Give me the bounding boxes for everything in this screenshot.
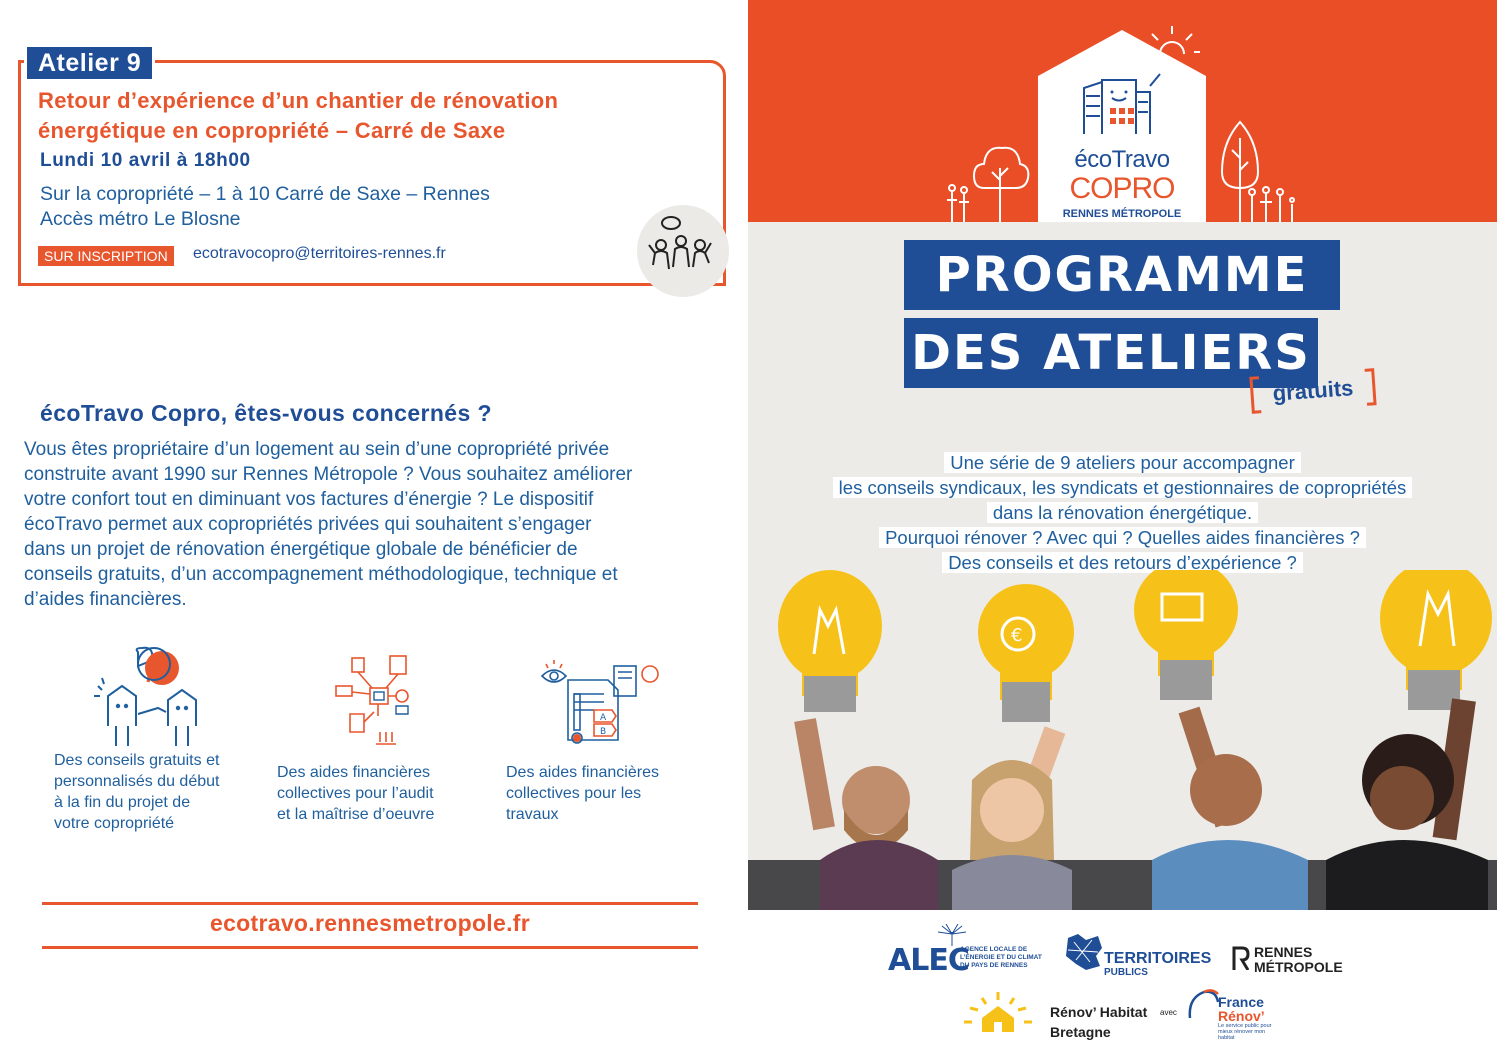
feature-line: collectives pour l’audit [277,785,434,802]
brand-copro: COPRO [1069,172,1175,205]
intro-line [748,525,1497,550]
territoires-logo: TERRITOIRES [1104,950,1212,967]
rennes-metropole-logo [1254,945,1343,975]
divider-top [42,902,698,905]
body-line: votre confort tout en diminuant vos factures d’énergie ? Le dispositif [24,489,594,510]
svg-text:B: B [600,727,607,737]
tree-left-icon [944,128,1044,222]
france-renov-house-icon [1186,988,1220,1022]
cover-panel [748,0,1497,910]
inscription-email-link[interactable]: ecotravocopro@territoires-rennes.fr [193,245,446,262]
programme-title-line2: DES ATELIERS [904,318,1318,388]
feature-line: collectives pour les [506,785,642,802]
brand-ecotravo: écoTravo [1074,146,1170,173]
feature-line: personnalisés du début [54,773,220,790]
rennes-metropole-line: RENNES [1254,944,1313,960]
bulb-icon [778,570,882,712]
logo-avec: avec [1160,1008,1177,1017]
feature-line: votre copropriété [54,815,175,832]
rennes-metropole-line: MÉTROPOLE [1254,959,1343,975]
intro-text: Une série de 9 ateliers pour accompagner [944,452,1301,473]
people-holding-bulbs-photo [748,570,1497,910]
france-renov-subtitle: Le service public pour mieux rénover mon habitat [1218,1023,1272,1041]
atelier-title [38,86,698,146]
territoires-logo-subtitle: PUBLICS [1104,967,1148,978]
atelier-place-line: Sur la copropriété – 1 à 10 Carré de Saxe – Rennes [40,183,490,205]
body-line: construite avant 1990 sur Rennes Métropole ? Vous souhaitez améliorer [24,464,633,485]
section-body [24,437,720,612]
intro-text: Des conseils et des retours d’expérience ? [942,552,1303,573]
feature-text [506,762,659,825]
section-title: écoTravo Copro, êtes-vous concernés ? [40,400,492,426]
france-renov-logo [1218,995,1265,1023]
atelier-place [40,182,490,232]
inscription-badge: SUR INSCRIPTION [38,246,174,266]
feature-line: et la maîtrise d’oeuvre [277,806,435,823]
brand-rennes-metropole: RENNES MÉTROPOLE [1062,208,1182,220]
renov-habitat-line: Rénov’ Habitat [1050,1004,1148,1020]
svg-text:€: € [1011,625,1023,646]
gratuits-text: gratuits [1271,375,1355,406]
website-link[interactable]: ecotravo.rennesmetropole.fr [210,910,530,936]
ecotravo-copro-logo [1038,30,1206,222]
body-line: d’aides financières. [24,589,187,610]
intro-text: dans la rénovation énergétique. [987,502,1258,523]
programme-title-line1: PROGRAMME [904,240,1340,310]
body-line: écoTravo permet aux copropriétés privées qui souhaitent s’engager [24,514,592,535]
feature-line: Des aides financières [506,764,659,781]
intro-line [748,500,1497,525]
atelier-tag: Atelier 9 [24,44,155,82]
energy-audit-icon [538,660,662,750]
atelier-date: Lundi 10 avril à 18h00 [40,150,251,171]
conversation-houses-icon [88,646,228,746]
intro-text: Pourquoi rénover ? Avec qui ? Quelles aides financières ? [879,527,1366,548]
gratuits-label [1249,368,1377,415]
alec-logo-subtitle: AGENCE LOCALE DE L’ÉNERGIE ET DU CLIMAT DU PAYS DE RENNES [960,946,1042,969]
france-renov-line: France [1218,994,1264,1010]
atelier-place-line: Accès métro Le Blosne [40,208,241,230]
renov-habitat-logo [1050,1002,1147,1042]
feature-line: à la fin du projet de [54,794,191,811]
feature-line: Des conseils gratuits et [54,752,220,769]
tree-right-icon [1214,118,1304,222]
financial-building-icon [330,652,420,752]
atelier-title-line: Retour d’expérience d’un chantier de rénovation [38,88,559,113]
svg-text:A: A [600,713,607,723]
group-discussion-icon [637,205,729,297]
intro-line [748,475,1497,500]
feature-text [277,762,434,825]
divider-bottom [42,946,698,949]
renov-habitat-line: Bretagne [1050,1024,1111,1040]
rennes-metropole-r-icon [1232,946,1250,970]
feature-line: travaux [506,806,559,823]
feature-text [54,750,219,834]
france-renov-line: Rénov’ [1218,1008,1265,1024]
intro-line [748,450,1497,475]
feature-line: Des aides financières [277,764,430,781]
renov-habitat-house-sun-icon [962,990,1034,1032]
territoires-map-icon [1064,932,1104,972]
body-line: dans un projet de rénovation énergétique globale de bénéficier de [24,539,578,560]
intro-text: les conseils syndicaux, les syndicats et gestionnaires de copropriétés [833,477,1413,498]
body-line: conseils gratuits, d’un accompagnement méthodologique, technique et [24,564,618,585]
atelier-title-line: énergétique en copropriété – Carré de Saxe [38,118,506,143]
body-line: Vous êtes propriétaire d’un logement au sein d’une copropriété privée [24,439,610,460]
alec-logo: ALEC [888,943,969,978]
